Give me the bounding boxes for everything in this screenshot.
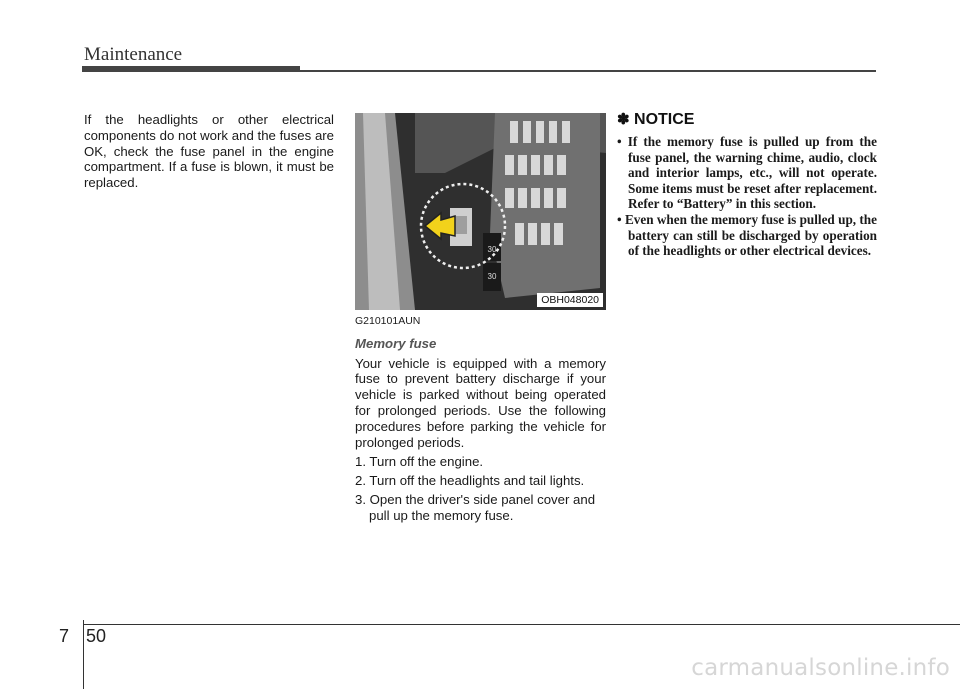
notice-item: • Even when the memory fuse is pulled up, the battery can still be discharged by operation of the headlights or other electrical devices.	[617, 211, 877, 259]
section-subtitle: Memory fuse	[355, 335, 437, 351]
fuse-panel-photo	[355, 113, 606, 310]
step-item: 1. Turn off the engine.	[355, 454, 484, 470]
step-item: 2. Turn off the headlights and tail lights.	[355, 473, 585, 489]
intro-paragraph: If the headlights or other electrical components do not work and the fuses are OK, check the fuse panel in the engine compartment. If a fuse is blown, it must be replaced.	[84, 112, 334, 191]
notice-mark-icon: ✽	[617, 111, 630, 128]
figure-label: OBH048020	[537, 293, 603, 307]
section-body: Your vehicle is equipped with a memory fuse to prevent battery discharge if your vehicle is parked without being operated for prolonged periods. Use the following procedures before parking the vehicle for prolonged periods.	[355, 355, 606, 450]
fuse-label-lower: 30	[487, 272, 497, 281]
footer-divider-horizontal	[83, 624, 960, 625]
notice-box	[617, 110, 877, 259]
fuse-label-upper: 30	[487, 245, 497, 254]
footer-page-number: 50	[86, 626, 107, 646]
footer-divider-vertical	[83, 620, 84, 689]
notice-item: • If the memory fuse is pulled up from the fuse panel, the warning chime, audio, clock and interior lamps, etc., will not operate. Some items must be reset after replacement. Refer to “Battery” in this section.	[617, 134, 877, 212]
footer-section-number: 7	[59, 626, 70, 646]
page-header-title: Maintenance	[84, 44, 183, 65]
section-code: G210101AUN	[355, 315, 421, 327]
step-item: 3. Open the driver's side panel cover and pull up the memory fuse.	[355, 491, 596, 523]
fuse-panel-illustration	[355, 113, 606, 310]
notice-title: NOTICE	[634, 111, 695, 128]
watermark: carmanualsonline.info	[691, 655, 950, 681]
header-rule-thick	[82, 66, 300, 72]
header-rule-thin	[300, 70, 876, 72]
notice-heading	[617, 110, 877, 129]
memory-fuse-section	[355, 314, 606, 527]
